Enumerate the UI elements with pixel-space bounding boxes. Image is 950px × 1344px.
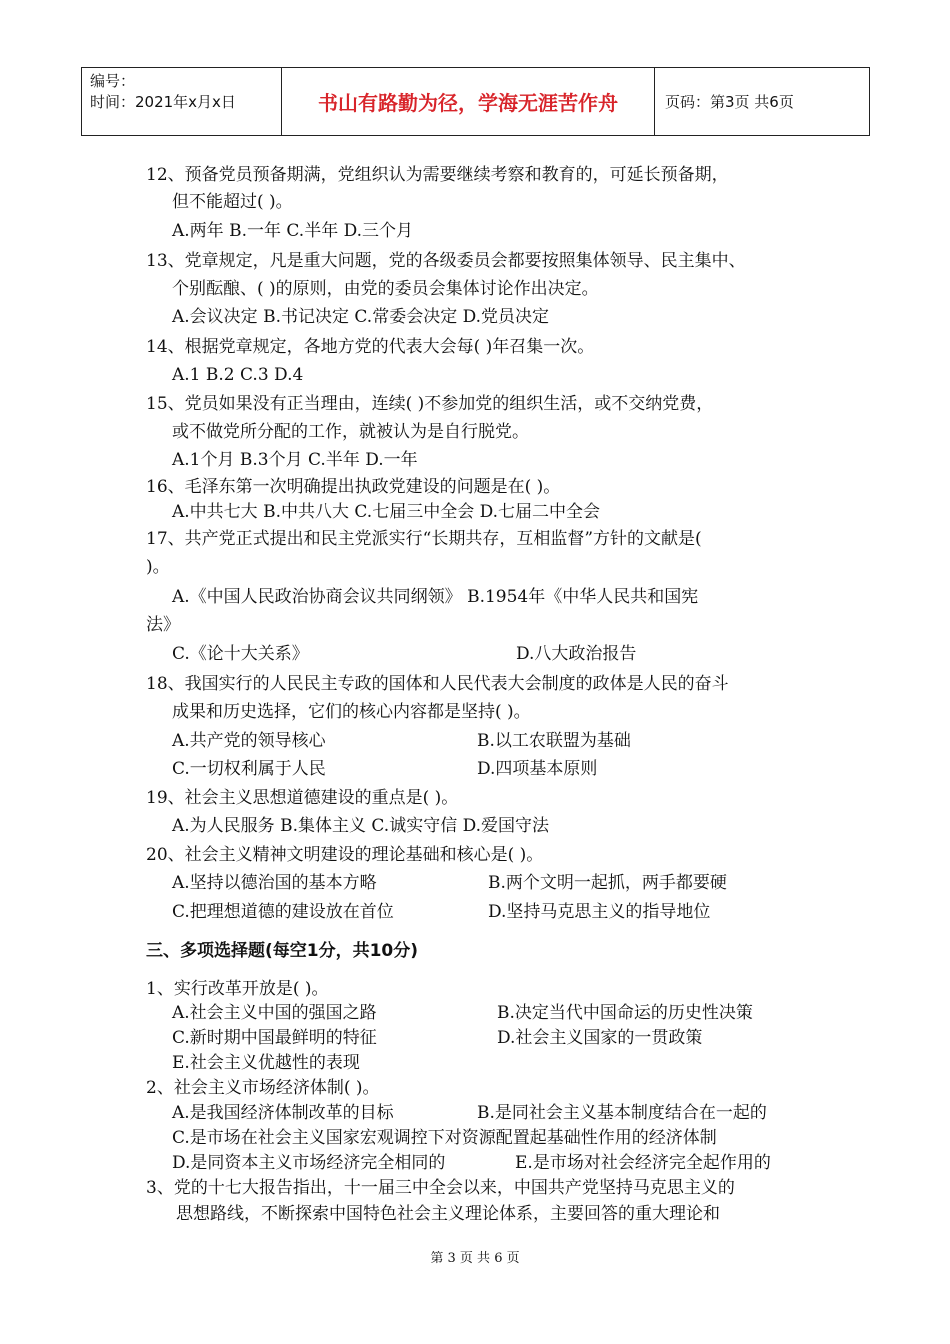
question-16-line-1: 16、毛泽东第一次明确提出执政党建设的问题是在( )。 bbox=[146, 477, 561, 497]
question-16-options: A.中共七大 B.中共八大 C.七届三中全会 D.七届二中全会 bbox=[172, 502, 601, 522]
question-13-options: A.会议决定 B.书记决定 C.常委会决定 D.党员决定 bbox=[172, 307, 550, 327]
question-17-line-1: 17、共产党正式提出和民主党派实行“长期共存，互相监督”方针的文献是( bbox=[146, 529, 702, 549]
mc-question-2-option-b: B.是同社会主义基本制度结合在一起的 bbox=[477, 1103, 767, 1123]
mc-question-1-option-c: C.新时期中国最鲜明的特征 bbox=[172, 1028, 377, 1048]
question-15-options: A.1个月 B.3个月 C.半年 D.一年 bbox=[172, 450, 418, 470]
question-15-line-2: 或不做党所分配的工作，就被认为是自行脱党。 bbox=[172, 422, 529, 442]
mc-question-3-line-2: 思想路线，不断探索中国特色社会主义理论体系，主要回答的重大理论和 bbox=[176, 1204, 720, 1224]
question-20-option-b: B.两个文明一起抓，两手都要硬 bbox=[488, 873, 727, 893]
question-18-option-d: D.四项基本原则 bbox=[477, 759, 598, 779]
question-13-line-2: 个别酝酿、( )的原则，由党的委员会集体讨论作出决定。 bbox=[172, 279, 599, 299]
question-20-option-a: A.坚持以德治国的基本方略 bbox=[172, 873, 377, 893]
header-page-info: 页码：第3页 共6页 bbox=[665, 93, 794, 111]
mc-question-1-option-d: D.社会主义国家的一贯政策 bbox=[497, 1028, 703, 1048]
question-17-line-2: )。 bbox=[146, 557, 170, 577]
question-12-options: A.两年 B.一年 C.半年 D.三个月 bbox=[172, 221, 414, 241]
mc-question-1-option-a: A.社会主义中国的强国之路 bbox=[172, 1003, 377, 1023]
question-20-option-c: C.把理想道德的建设放在首位 bbox=[172, 902, 394, 922]
question-18-option-a: A.共产党的领导核心 bbox=[172, 731, 326, 751]
mc-question-1-option-b: B.决定当代中国命运的历史性决策 bbox=[497, 1003, 753, 1023]
question-20-option-d: D.坚持马克思主义的指导地位 bbox=[488, 902, 711, 922]
mc-question-2-line-1: 2、社会主义市场经济体制( )。 bbox=[146, 1078, 380, 1098]
question-19-options: A.为人民服务 B.集体主义 C.诚实守信 D.爱国守法 bbox=[172, 816, 550, 836]
question-12-line-1: 12、预备党员预备期满，党组织认为需要继续考察和教育的，可延长预备期， bbox=[146, 165, 729, 185]
question-19-line-1: 19、社会主义思想道德建设的重点是( )。 bbox=[146, 788, 459, 808]
page-footer: 第 3 页 共 6 页 bbox=[430, 1251, 520, 1266]
serial-label: 编号： bbox=[90, 72, 136, 90]
question-14-options: A.1 B.2 C.3 D.4 bbox=[172, 365, 304, 385]
mc-question-2-option-d: D.是同资本主义市场经济完全相同的 bbox=[172, 1153, 446, 1173]
mc-question-1-line-1: 1、实行改革开放是( )。 bbox=[146, 979, 329, 999]
mc-question-2-option-c: C.是市场在社会主义国家宏观调控下对资源配置起基础性作用的经济体制 bbox=[172, 1128, 717, 1148]
question-17-option-b-cont: 法》 bbox=[146, 615, 180, 635]
question-18-option-b: B.以工农联盟为基础 bbox=[477, 731, 631, 751]
mc-question-2-option-e: E.是市场对社会经济完全起作用的 bbox=[515, 1153, 771, 1173]
question-13-line-1: 13、党章规定，凡是重大问题，党的各级委员会都要按照集体领导、民主集中、 bbox=[146, 251, 746, 271]
header-left-cell bbox=[82, 68, 282, 135]
question-18-line-2: 成果和历史选择，它们的核心内容都是坚持( )。 bbox=[172, 702, 531, 722]
question-17-option-d: D.八大政治报告 bbox=[516, 644, 637, 664]
question-17-option-c: C.《论十大关系》 bbox=[172, 644, 309, 664]
question-18-line-1: 18、我国实行的人民民主专政的国体和人民代表大会制度的政体是人民的奋斗 bbox=[146, 674, 729, 694]
header-motto: 书山有路勤为径，学海无涯苦作舟 bbox=[282, 68, 655, 135]
page-header bbox=[81, 67, 870, 136]
question-12-line-2: 但不能超过( )。 bbox=[172, 192, 293, 212]
question-14-line-1: 14、根据党章规定，各地方党的代表大会每( )年召集一次。 bbox=[146, 337, 595, 357]
question-15-line-1: 15、党员如果没有正当理由，连续( )不参加党的组织生活，或不交纳党费， bbox=[146, 394, 714, 414]
mc-question-3-line-1: 3、党的十七大报告指出，十一届三中全会以来，中国共产党坚持马克思主义的 bbox=[146, 1178, 735, 1198]
mc-question-2-option-a: A.是我国经济体制改革的目标 bbox=[172, 1103, 394, 1123]
mc-question-1-option-e: E.社会主义优越性的表现 bbox=[172, 1053, 360, 1073]
section-heading: 三、多项选择题(每空1分，共10分) bbox=[146, 941, 419, 961]
question-20-line-1: 20、社会主义精神文明建设的理论基础和核心是( )。 bbox=[146, 845, 544, 865]
date-label: 时间：2021年x月x日 bbox=[90, 93, 236, 111]
question-17-option-ab: A.《中国人民政治协商会议共同纲领》 B.1954年《中华人民共和国宪 bbox=[172, 587, 699, 607]
question-18-option-c: C.一切权利属于人民 bbox=[172, 759, 326, 779]
